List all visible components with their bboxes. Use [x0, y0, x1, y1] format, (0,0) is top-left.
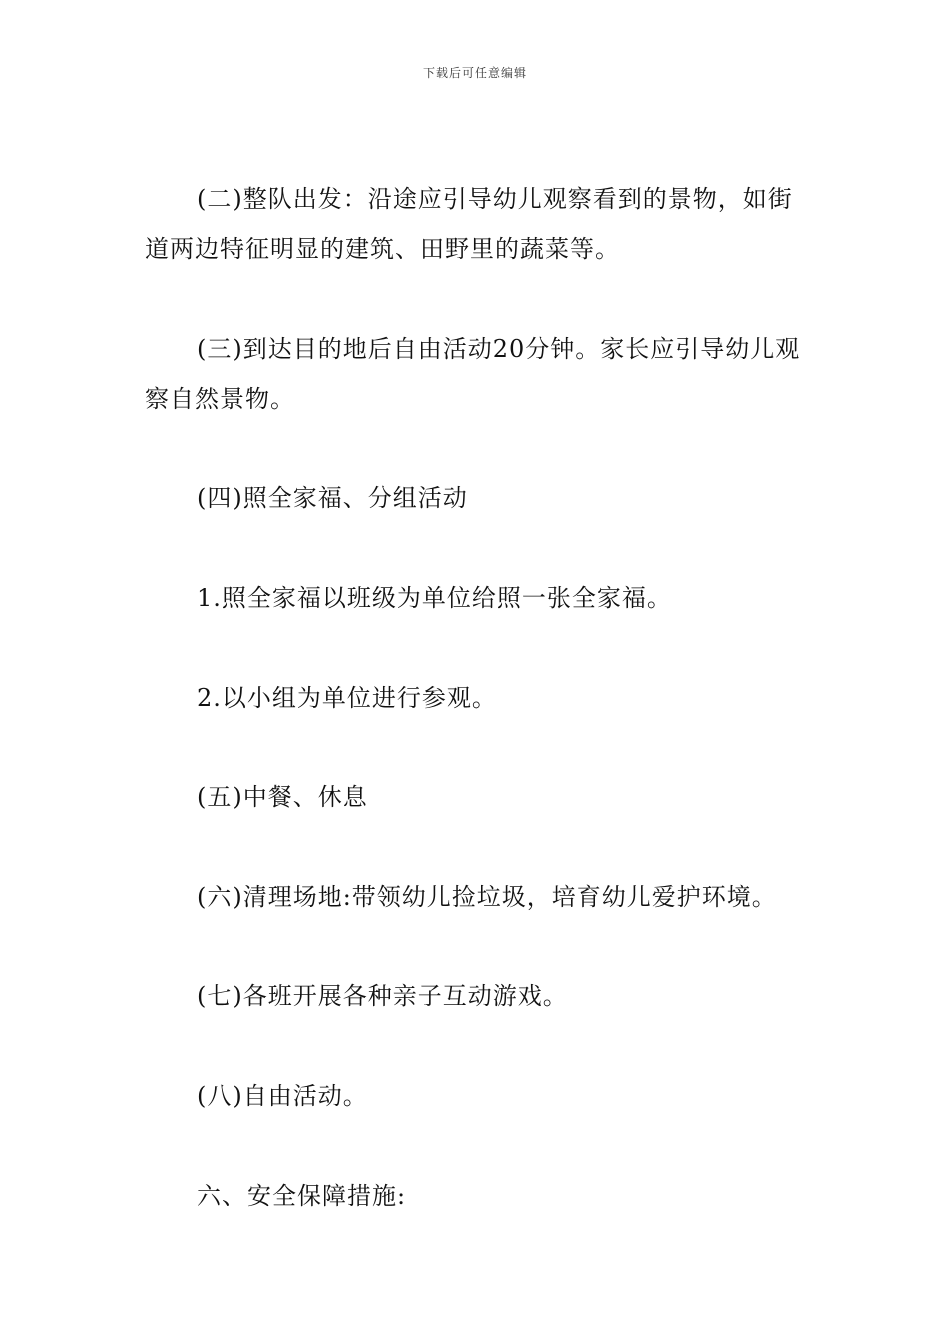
paragraph-3: (三)到达目的地后自由活动20分钟。家长应引导幼儿观察自然景物。 — [145, 335, 801, 413]
paragraph-4: (四)照全家福、分组活动 — [197, 484, 468, 512]
paragraph-5: (五)中餐、休息 — [197, 783, 368, 811]
paragraph-7: (七)各班开展各种亲子互动游戏。 — [197, 982, 568, 1010]
paragraph-6: (六)清理场地:带领幼儿捡垃圾，培育幼儿爱护环境。 — [197, 883, 777, 911]
paragraph-photo: 1.照全家福以班级为单位给照一张全家福。 — [197, 584, 672, 612]
paragraph-2: (二)整队出发：沿途应引导幼儿观察看到的景物，如街道两边特征明显的建筑、田野里的蔬菜等。 — [145, 185, 793, 263]
paragraph-group-visit: 2.以小组为单位进行参观。 — [197, 684, 497, 712]
section-heading-safety: 六、安全保障措施: — [197, 1182, 407, 1210]
paragraph-8: (八)自由活动。 — [197, 1082, 368, 1110]
page-header: 下载后可任意编辑 — [422, 66, 527, 80]
